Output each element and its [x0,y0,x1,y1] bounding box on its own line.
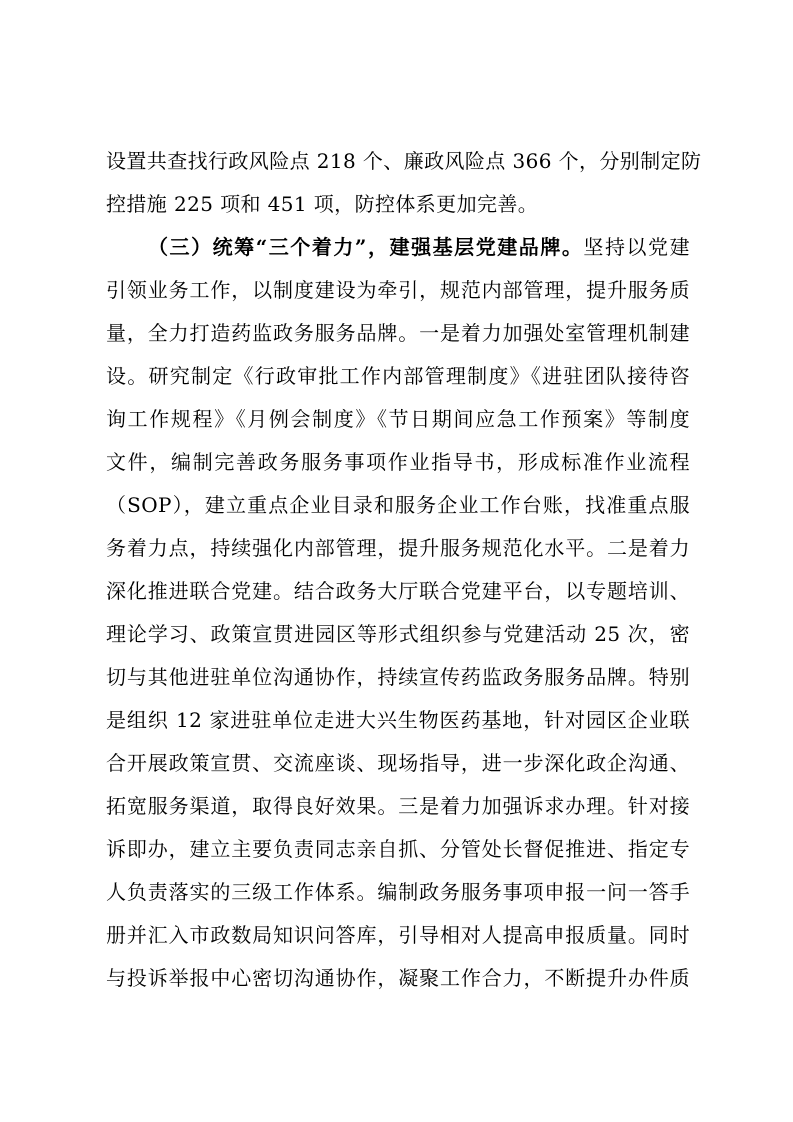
paragraph-line: 拓宽服务渠道，取得良好效果。三是着力加强诉求办理。针对接 [106,794,690,818]
paragraph-line: 切与其他进驻单位沟通协作，持续宣传药监政务服务品牌。特别 [106,665,690,689]
paragraph-line: 务着力点，持续强化内部管理，提升服务规范化水平。二是着力 [106,536,690,560]
paragraph-line: 人负责落实的三级工作体系。编制政务服务事项申报一问一答手 [106,880,690,904]
paragraph-line: 深化推进联合党建。结合政务大厅联合党建平台，以专题培训、 [106,579,690,603]
section-heading-line [148,230,690,264]
paragraph-line: 设置共查找行政风险点 218 个、廉政风险点 366 个，分别制定防 [106,149,702,173]
paragraph-line: 合开展政策宣贯、交流座谈、现场指导，进一步深化政企沟通、 [106,751,690,775]
paragraph-line: 量，全力打造药监政务服务品牌。一是着力加强处室管理机制建 [106,321,690,345]
paragraph-line: 诉即办，建立主要负责同志亲自抓、分管处长督促推进、指定专 [106,837,690,861]
section-heading-continuation: 坚持以党建 [583,235,690,259]
paragraph-line: 理论学习、政策宣贯进园区等形式组织参与党建活动 25 次，密 [106,622,690,646]
paragraph-line: 引领业务工作，以制度建设为牵引，规范内部管理，提升服务质 [106,278,690,302]
section-heading: （三）统筹“三个着力”，建强基层党建品牌。 [148,235,584,259]
paragraph-line: 设。研究制定《行政审批工作内部管理制度》《进驻团队接待咨 [106,364,690,388]
paragraph-line: 册并汇入市政数局知识问答库，引导相对人提高申报质量。同时 [106,923,690,947]
paragraph-line: 询工作规程》《月例会制度》《节日期间应急工作预案》等制度 [106,407,690,431]
paragraph-line: 与投诉举报中心密切沟通协作，凝聚工作合力，不断提升办件质 [106,966,690,990]
paragraph-line: 文件，编制完善政务服务事项作业指导书，形成标准作业流程 [106,450,690,474]
paragraph-line: 是组织 12 家进驻单位走进大兴生物医药基地，针对园区企业联 [106,708,690,732]
paragraph-line: 控措施 225 项和 451 项，防控体系更加完善。 [106,192,539,216]
paragraph-line: （SOP），建立重点企业目录和服务企业工作台账，找准重点服 [106,493,690,517]
